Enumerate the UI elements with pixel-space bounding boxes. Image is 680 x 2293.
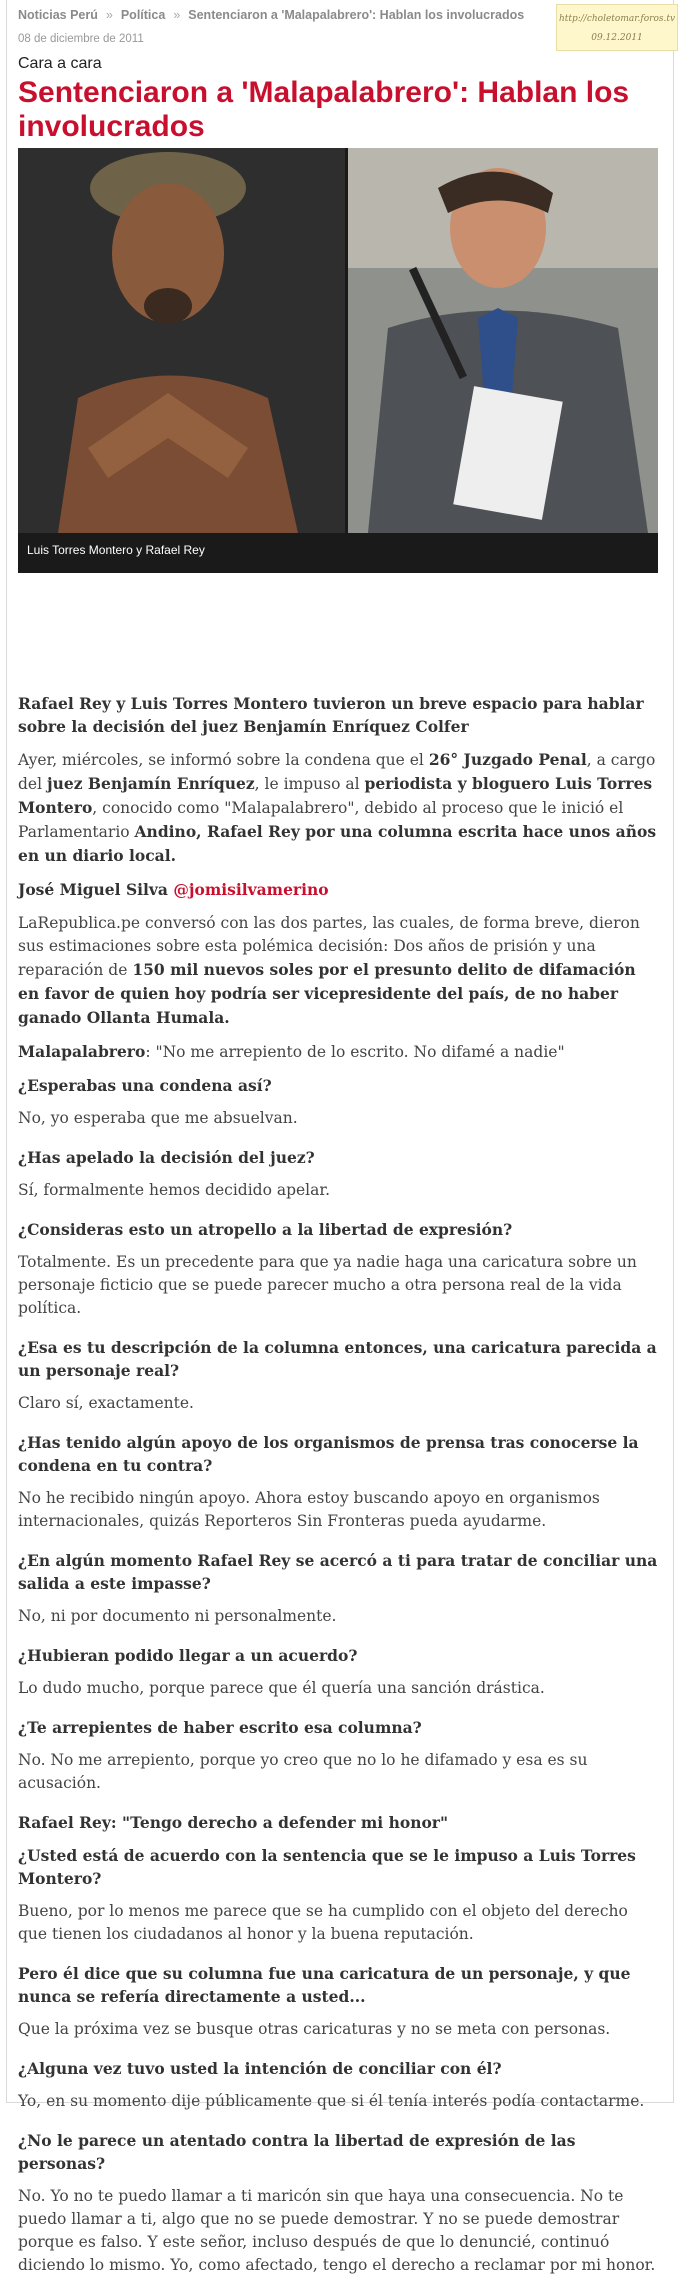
interviewee-label: Malapalabrero bbox=[18, 1042, 146, 1061]
interview-qa-1 bbox=[18, 1074, 658, 1795]
question: ¿Te arrepientes de haber escrito esa columna? bbox=[18, 1718, 422, 1737]
bold-run: 150 mil nuevos soles por el presunto delito de difamación en favor de quien hoy podría ser vicepresidente del país, de no haber ganado Ollanta Humala. bbox=[18, 960, 636, 1027]
breadcrumb-link-politica[interactable]: Política bbox=[120, 8, 166, 22]
question: ¿Has apelado la decisión del juez? bbox=[18, 1148, 315, 1167]
author-name: José Miguel Silva bbox=[18, 880, 174, 899]
photo-caption: Luis Torres Montero y Rafael Rey bbox=[27, 543, 205, 557]
interview-intro-rafael-rey: Rafael Rey: "Tengo derecho a defender mi honor" bbox=[18, 1813, 449, 1832]
article-page bbox=[6, 0, 676, 2274]
publish-date: 08 de diciembre de 2011 bbox=[18, 33, 144, 45]
stamp-date: 09.12.2011 bbox=[591, 33, 643, 43]
article-paragraph bbox=[18, 912, 658, 1030]
author-line bbox=[18, 878, 658, 902]
question: ¿Esa es tu descripción de la columna entonces, una caricatura parecida a un personaje real? bbox=[18, 1338, 657, 1380]
portrait-left-illustration bbox=[18, 148, 345, 533]
bold-run: juez Benjamín Enríquez bbox=[46, 774, 255, 793]
article-paragraph bbox=[18, 748, 658, 868]
article-headline: Sentenciaron a 'Malapalabrero': Hablan los involucrados bbox=[18, 76, 630, 143]
question: ¿Has tenido algún apoyo de los organismos de prensa tras conocerse la condena en tu contra? bbox=[18, 1433, 639, 1475]
breadcrumb-link-noticias[interactable]: Noticias Perú bbox=[18, 8, 98, 22]
capture-stamp bbox=[556, 4, 678, 51]
question: ¿No le parece un atentado contra la libertad de expresión de las personas? bbox=[18, 2131, 576, 2173]
answer: No. Yo no te puedo llamar a ti maricón sin que haya una consecuencia. No te puedo llamar a ti, algo que no se puede demostrar. Y no se puede demostrar porque es falso. Y este señor, incluso después de que lo denuncié, continuó diciendo lo mismo. Yo, como afectado, tengo el derecho a reclamar por mi honor. bbox=[18, 2187, 656, 2274]
answer: No, ni por documento ni personalmente. bbox=[18, 1607, 337, 1625]
interview-intro-malapalabrero bbox=[18, 1040, 658, 1064]
breadcrumb-separator: » bbox=[105, 8, 113, 22]
text-run: Ayer, miércoles, se informó sobre la condena que el bbox=[18, 751, 429, 769]
text-run: LaRepublica.pe conversó con las dos partes, las cuales, de forma breve, dieron sus estimaciones sobre esta polémica decisión: Dos años de prisión y una reparación de bbox=[18, 914, 640, 979]
answer: Sí, formalmente hemos decidido apelar. bbox=[18, 1181, 331, 1199]
article-body bbox=[18, 692, 658, 2293]
question: Pero él dice que su columna fue una caricatura de un personaje, y que nunca se refería directamente a usted... bbox=[18, 1964, 631, 2006]
author-twitter-link[interactable]: @jomisilvamerino bbox=[173, 880, 329, 899]
answer: Claro sí, exactamente. bbox=[18, 1394, 194, 1412]
photo-rafael-rey bbox=[348, 148, 658, 533]
interview-qa-2 bbox=[18, 1844, 658, 2277]
portrait-right-illustration bbox=[348, 148, 658, 533]
answer: Que la próxima vez se busque otras caricaturas y no se meta con personas. bbox=[18, 2020, 611, 2038]
breadcrumb-current: Sentenciaron a 'Malapalabrero': Hablan los involucrados bbox=[188, 8, 525, 22]
question: ¿Hubieran podido llegar a un acuerdo? bbox=[18, 1646, 358, 1665]
answer: No he recibido ningún apoyo. Ahora estoy buscando apoyo en organismos internacionales, quizás Reporteros Sin Fronteras pueda ayudarme. bbox=[18, 1489, 600, 1530]
answer: Yo, en su momento dije públicamente que si él tenía interés podía contactarme. bbox=[18, 2092, 645, 2110]
answer: Lo dudo mucho, porque parece que él quería una sanción drástica. bbox=[18, 1679, 545, 1697]
answer: Bueno, por lo menos me parece que se ha cumplido con el objeto del derecho que tienen los ciudadanos al honor y la buena reputación. bbox=[18, 1902, 628, 1943]
text-run: , a cargo del bbox=[18, 751, 656, 793]
stamp-url: http://choletomar.foros.tv bbox=[558, 14, 676, 24]
question: ¿Esperabas una condena así? bbox=[18, 1076, 272, 1095]
answer: Totalmente. Es un precedente para que ya nadie haga una caricatura sobre un personaje ficticio que se puede parecer mucho a otra persona real de la vida política. bbox=[18, 1253, 637, 1317]
answer: No. No me arrepiento, porque yo creo que no lo he difamado y esa es su acusación. bbox=[18, 1751, 588, 1792]
breadcrumb-separator: » bbox=[173, 8, 181, 22]
answer: No, yo esperaba que me absuelvan. bbox=[18, 1109, 298, 1127]
question: ¿Alguna vez tuvo usted la intención de conciliar con él? bbox=[18, 2059, 502, 2078]
breadcrumb bbox=[18, 8, 524, 22]
question: ¿En algún momento Rafael Rey se acercó a ti para tratar de conciliar una salida a este impasse? bbox=[18, 1551, 658, 1593]
article-photo bbox=[18, 148, 658, 573]
bold-run: periodista y bloguero Luis Torres Montero bbox=[18, 774, 653, 817]
text-run: , conocido como "Malapalabrero", debido al proceso que le inició el Parlamentario bbox=[18, 799, 624, 841]
article-lead: Rafael Rey y Luis Torres Montero tuvieron un breve espacio para hablar sobre la decisión del juez Benjamín Enríquez Colfer bbox=[18, 694, 644, 736]
article-kicker: Cara a cara bbox=[18, 55, 102, 72]
question: ¿Consideras esto un atropello a la libertad de expresión? bbox=[18, 1220, 513, 1239]
bold-run: 26° Juzgado Penal bbox=[428, 750, 587, 769]
text-run: , le impuso al bbox=[254, 775, 365, 793]
interviewee-quote: : "No me arrepiento de lo escrito. No difamé a nadie" bbox=[145, 1043, 565, 1061]
photo-luis-torres-montero bbox=[18, 148, 345, 533]
question: ¿Usted está de acuerdo con la sentencia que se le impuso a Luis Torres Montero? bbox=[18, 1846, 636, 1888]
bold-run: Andino, Rafael Rey por una columna escrita hace unos años en un diario local. bbox=[18, 822, 657, 865]
